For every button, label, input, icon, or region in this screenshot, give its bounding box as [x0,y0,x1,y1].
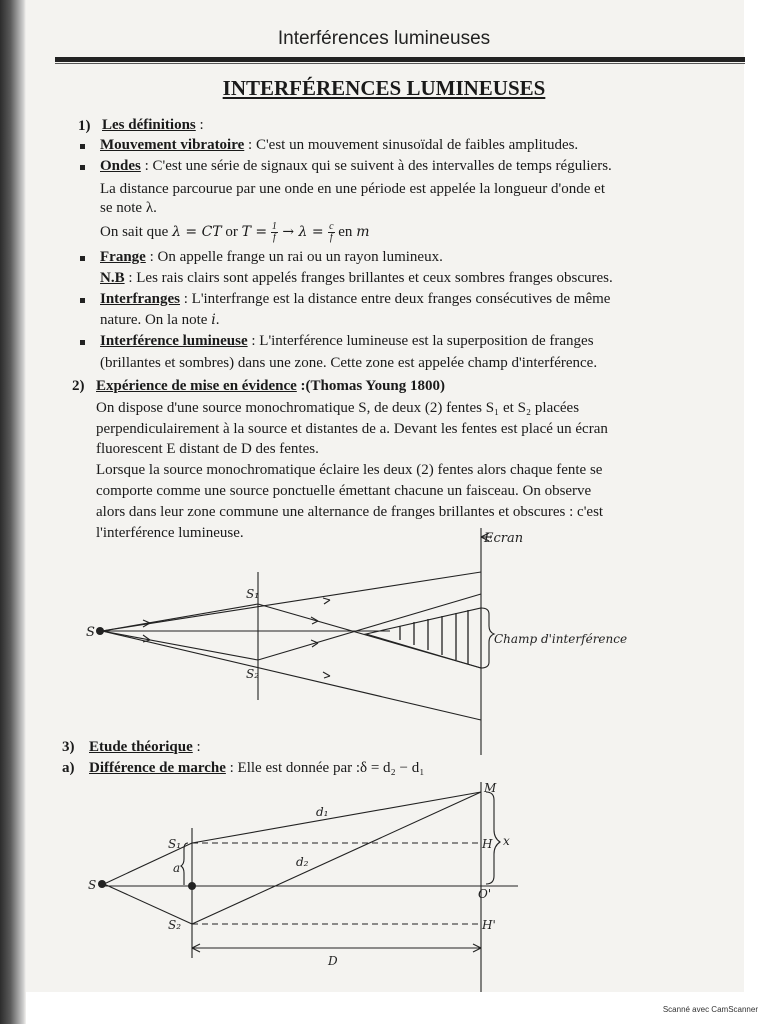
section3-number: 3) [62,739,75,755]
formula-T: T = [241,223,268,240]
term-mouvement: Mouvement vibratoire [100,137,245,153]
scanner-watermark: Scanné avec CamScanner [662,1005,758,1014]
interfrange-symbol: i [211,312,216,328]
ray-d2 [192,792,481,924]
x-label: x [503,834,510,848]
source-point-2 [98,880,106,888]
section1-number: 1) [78,118,91,134]
ondes-line3: se note λ. [100,200,157,216]
formula-or: or [221,223,242,240]
d1-label: d₁ [316,805,329,819]
interfrange-line2-text: nature. On la note [100,312,212,328]
section2-line: fluorescent E distant de D des fentes. [96,441,319,457]
formula-lambda-ct: λ = CT [172,223,222,240]
main-title: INTERFÉRENCES LUMINEUSES [222,76,546,100]
formula-arrow: → λ = [277,223,329,240]
M-label: M [484,781,497,795]
section1-heading: Les définitions [102,117,196,133]
section2-line: On dispose d'une source monochromatique S, de deux (2) fentes S₁ et S₂ placées [96,400,580,416]
section2-line: perpendiculairement à la source et distantes de a. Devant les fentes est placé un écran [96,421,608,437]
champ-label: Champ d'interférence [494,632,628,646]
section2-line: l'interférence lumineuse. [96,525,244,541]
text-mouvement: : C'est un mouvement sinusoïdal de faibles amplitudes. [244,137,579,153]
section2-line: alors dans leur zone commune une alternance de franges brillantes et obscures : c'est [96,504,604,520]
term-frange: Frange [100,249,146,265]
text-ondes: : C'est une série de signaux qui se suivent à des intervalles de temps réguliers. [140,158,612,174]
frac1-num: 1 [271,221,277,232]
term-ondes: Ondes [100,158,141,174]
ray-d1 [192,792,481,843]
section2-line: Lorsque la source monochromatique éclaire les deux (2) fentes alors chaque fente se [96,462,603,478]
section2-number: 2) [72,378,85,394]
d2-label: d₂ [296,855,309,869]
sub-a-number: a) [62,760,75,776]
a-brace [181,843,188,885]
text-nb: : Les rais clairs sont appelés franges brillantes et ceux sombres franges obscures. [124,270,613,286]
text-interference: : L'interférence lumineuse est la superposition de franges [247,333,594,349]
section3-heading: Etude théorique [89,739,193,755]
text-interfrange: : L'interfrange est la distance entre deux franges consécutives de même [179,291,611,307]
formula-suffix: en [334,223,357,240]
frac2-den: f [329,232,333,243]
a-label: a [173,861,181,875]
section3-suffix: : [192,739,201,755]
interference-line2: (brillantes et sombres) dans une zone. Cette zone est appelée champ d'interférence. [100,355,598,371]
frac1-den: f [273,232,276,243]
sub-a-text: : Elle est donnée par :δ = d₂ − d₁ [225,760,425,776]
term-interfrange: Interfranges [100,291,180,307]
s1-label: S₁ [246,587,260,601]
s-label-2: S [88,878,97,892]
frac2-num: c [329,221,334,232]
formula-unit: m [356,223,370,240]
H-label: H [482,837,493,851]
interfrange-end: . [215,312,220,328]
section1-suffix: : [195,117,204,133]
s2-label: S₂ [246,667,260,681]
O-prime-label: O' [478,887,492,901]
H-prime-label: H' [482,918,496,932]
slit-center-point [188,882,196,890]
D-label: D [328,954,338,968]
section2-heading-suffix: :(Thomas Young 1800) [296,378,446,394]
ecran-label: Ecran [484,531,524,546]
term-interference: Interférence lumineuse [100,333,248,349]
header-title: Interférences lumineuses [277,28,491,49]
sub-a-heading: Différence de marche [89,760,226,776]
source-label: S [86,625,95,640]
s2-label-2: S₂ [168,918,182,932]
section2-heading: Expérience de mise en évidence [96,378,297,394]
term-nb: N.B [100,270,125,286]
text-frange: : On appelle frange un rai ou un rayon lumineux. [145,249,443,265]
s1-label-2: S₁ [168,837,182,851]
ondes-line2: La distance parcourue par une onde en une période est appelée la longueur d'onde et [100,181,605,197]
section2-line: comporte comme une source ponctuelle émettant chacune un faisceau. On observe [96,483,592,499]
formula-prefix: On sait que [100,223,173,240]
